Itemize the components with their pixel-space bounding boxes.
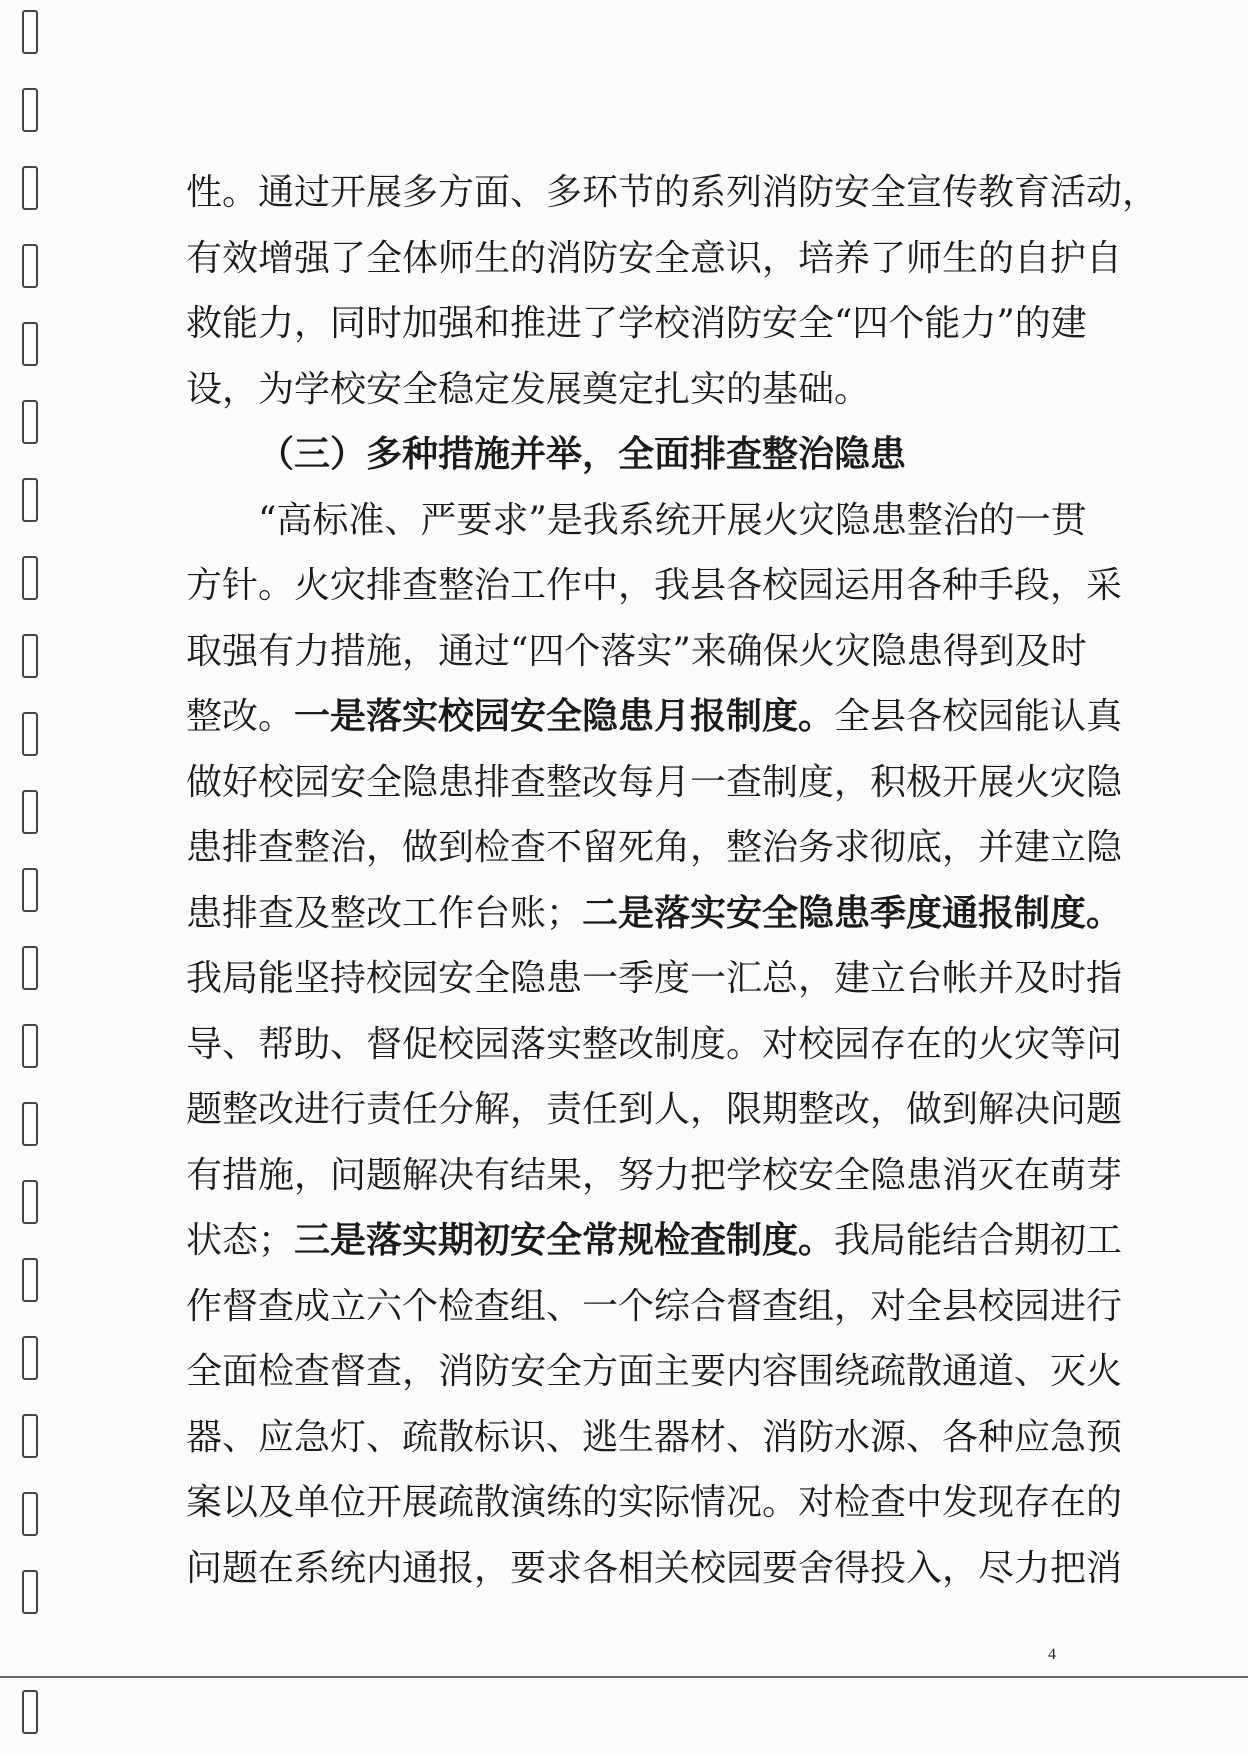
paragraph-line: [186, 684, 1123, 750]
binding-hole: [22, 1180, 38, 1224]
binding-hole: [22, 1690, 38, 1734]
binding-hole: [22, 712, 38, 756]
paragraph-line: 案以及单位开展疏散演练的实际情况。对检查中发现存在的: [186, 1482, 1123, 1523]
binding-hole: [22, 634, 38, 678]
binding-hole: [22, 88, 38, 132]
plain-text: 我局能结合期初工: [834, 1220, 1123, 1261]
bold-measure-2: 二是落实安全隐患季度通报制度。: [582, 891, 1123, 934]
paragraph-line: 器、应急灯、疏散标识、逃生器材、消防水源、各种应急预: [186, 1416, 1123, 1458]
plain-text: 患排查及整改工作台账；: [186, 892, 583, 934]
bold-measure-3: 三是落实期初安全常规检查制度。: [294, 1219, 835, 1261]
binding-hole: [22, 10, 38, 54]
binding-hole: [22, 1258, 38, 1302]
plain-text: 全县各校园能认真: [834, 696, 1123, 737]
paragraph-line: 有效增强了全体师生的消防安全意识，培养了师生的自护自: [186, 237, 1123, 279]
binding-hole: [22, 244, 38, 288]
binding-hole: [22, 478, 38, 522]
binding-hole: [22, 1414, 38, 1458]
binding-hole: [22, 1492, 38, 1536]
paragraph-line: 设，为学校安全稳定发展奠定扎实的基础。: [186, 368, 871, 410]
paragraph-line: “高标准、严要求”是我系统开展火灾隐患整治的一贯: [258, 499, 1087, 541]
paragraph-line: [186, 1208, 1123, 1274]
binding-hole: [22, 868, 38, 912]
binding-hole: [22, 1024, 38, 1068]
paragraph-line: 患排查整治，做到检查不留死角，整治务求彻底，并建立隐: [186, 827, 1123, 868]
page-bottom-edge: [0, 1676, 1248, 1678]
binding-hole: [22, 1336, 38, 1380]
binding-hole: [22, 556, 38, 600]
binding-hole: [22, 1102, 38, 1146]
section-heading: （三）多种措施并举，全面排查整治隐患: [258, 433, 907, 475]
paragraph-line: 做好校园安全隐患排查整改每月一查制度，积极开展火灾隐: [186, 761, 1123, 803]
plain-text: 整改。: [186, 696, 295, 737]
page-number: 4: [1048, 1646, 1056, 1663]
paragraph-line: 作督查成立六个检查组、一个综合督查组，对全县校园进行: [186, 1285, 1123, 1327]
binding-hole: [22, 166, 38, 210]
paragraph-line: 导、帮助、督促校园落实整改制度。对校园存在的火灾等问: [186, 1023, 1123, 1065]
paragraph-line: 救能力，同时加强和推进了学校消防安全“四个能力”的建: [186, 303, 1087, 344]
binding-hole: [22, 790, 38, 834]
paragraph-line: 我局能坚持校园安全隐患一季度一汇总，建立台帐并及时指: [186, 958, 1123, 999]
paragraph-line: 全面检查督查，消防安全方面主要内容围绕疏散通道、灭火: [186, 1351, 1123, 1392]
binding-hole: [22, 322, 38, 366]
binding-hole: [22, 1570, 38, 1614]
paragraph-line: [186, 881, 1123, 947]
binding-hole: [22, 946, 38, 990]
plain-text: 状态；: [186, 1220, 295, 1261]
binding-hole: [22, 400, 38, 444]
paragraph-line: 有措施，问题解决有结果，努力把学校安全隐患消灭在萌芽: [186, 1154, 1123, 1196]
paragraph-line: 性。通过开展多方面、多环节的系列消防安全宣传教育活动，: [186, 172, 1159, 213]
paragraph-line: 题整改进行责任分解，责任到人，限期整改，做到解决问题: [186, 1089, 1123, 1130]
binding-holes: [22, 0, 52, 1753]
paragraph-line: 方针。火灾排查整治工作中，我县各校园运用各种手段，采: [186, 565, 1123, 606]
paragraph-line: 取强有力措施，通过“四个落实”来确保火灾隐患得到及时: [186, 630, 1087, 672]
paragraph-line: 问题在系统内通报，要求各相关校园要舍得投入，尽力把消: [186, 1547, 1123, 1589]
bold-measure-1: 一是落实校园安全隐患月报制度。: [294, 695, 835, 737]
body-text: [186, 160, 1159, 1601]
